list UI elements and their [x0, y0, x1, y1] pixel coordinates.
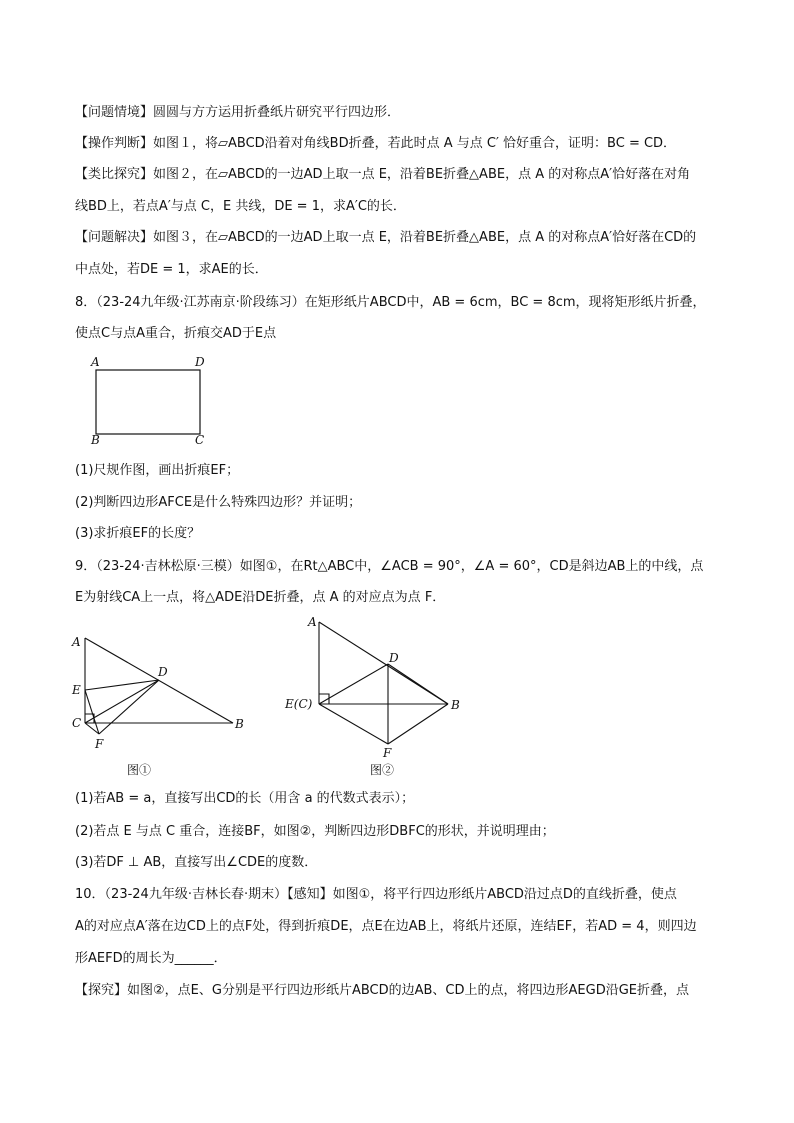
segment-df: [99, 680, 159, 734]
label-a: A: [72, 635, 81, 649]
text-line: (3)求折痕EF的长度？: [75, 526, 201, 541]
text-line: 8．（23-24九年级·江苏南京·阶段练习）在矩形纸片ABCD中，AB = 6cm，BC = 8cm，现将矩形纸片折叠，: [75, 295, 706, 310]
text-line: 线BD上，若点A′与点 C，E 共线，DE = 1，求A′C的长．: [75, 199, 406, 214]
label-a: A: [91, 355, 100, 369]
text-line: 【问题解决】如图３，在▱ABCD的一边AD上取一点 E，沿着BE折叠△ABE，点 A 的对称点A′恰好落在CD的: [75, 230, 697, 245]
text-line: (1)尺规作图，画出折痕EF；: [75, 463, 240, 478]
segment-cd: [85, 680, 159, 723]
text-line: (2)判断四边形AFCE是什么特殊四边形？并证明；: [75, 495, 362, 510]
label-ec: E(C): [285, 697, 313, 711]
label-d: D: [389, 651, 399, 665]
label-b: B: [91, 433, 100, 447]
label-c: C: [195, 433, 205, 447]
label-f: F: [95, 737, 104, 751]
label-a: A: [308, 615, 317, 629]
text-line: 10．（23-24九年级·吉林长春·期末）【感知】如图①，将平行四边形纸片ABCD沿过点D的直线折叠，使点: [75, 887, 677, 902]
text-line: 【探究】如图②，点E、G分别是平行四边形纸片ABCD的边AB、CD上的点，将四边形AEGD沿GE折叠，点: [75, 983, 689, 998]
text-line: 【操作判断】如图１，将▱ABCD沿着对角线BD折叠，若此时点 A 与点 C′ 恰好重合，证明：BC = CD．: [75, 136, 677, 151]
figure-2: [280, 612, 470, 780]
text-line: E为射线CA上一点，将△ADE沿DE折叠，点 A 的对应点为点 F．: [75, 590, 446, 605]
rectangle-figure: [85, 352, 215, 448]
text-line: (3)若DF ⊥ AB，直接写出∠CDE的度数．: [75, 855, 318, 870]
figure-caption: 图①: [127, 763, 152, 777]
label-d: D: [195, 355, 205, 369]
label-f: F: [383, 746, 392, 760]
label-d: D: [158, 665, 168, 679]
figure-caption: 图②: [370, 763, 395, 777]
label-e: E: [72, 683, 81, 697]
label-b: B: [451, 698, 460, 712]
text-line: 9．（23-24·吉林松原·三模）如图①，在Rt△ABC中，∠ACB = 90°，∠A = 60°，CD是斜边AB上的中线，点: [75, 559, 704, 574]
text-line: 【问题情境】圆圆与方方运用折叠纸片研究平行四边形．: [75, 105, 401, 120]
text-line: 中点处，若DE = 1，求AE的长．: [75, 262, 268, 277]
text-line: (2)若点 E 与点 C 重合，连接BF，如图②，判断四边形DBFC的形状，并说明理由；: [75, 824, 555, 839]
segment-ed: [85, 680, 159, 690]
segment-bf: [388, 704, 448, 744]
text-line: A的对应点A′落在边CD上的点F处，得到折痕DE，点E在边AB上，将纸片还原，连结EF，若AD = 4，则四边: [75, 919, 697, 934]
rectangle-abcd: [96, 370, 200, 434]
segment-ef: [85, 690, 99, 734]
figure-1: [65, 630, 255, 780]
segment-cf: [319, 704, 388, 744]
text-line: (1)若AB = a，直接写出CD的长（用含 a 的代数式表示）；: [75, 791, 415, 806]
text-line: 形AEFD的周长为______．: [75, 951, 227, 966]
text-line: 使点C与点A重合，折痕交AD于E点: [75, 326, 277, 341]
segment-db: [388, 664, 448, 704]
text-line: 【类比探究】如图２，在▱ABCD的一边AD上取一点 E，沿着BE折叠△ABE，点 A 的对称点A′恰好落在对角: [75, 167, 691, 182]
label-c: C: [72, 716, 82, 730]
label-b: B: [235, 717, 244, 731]
